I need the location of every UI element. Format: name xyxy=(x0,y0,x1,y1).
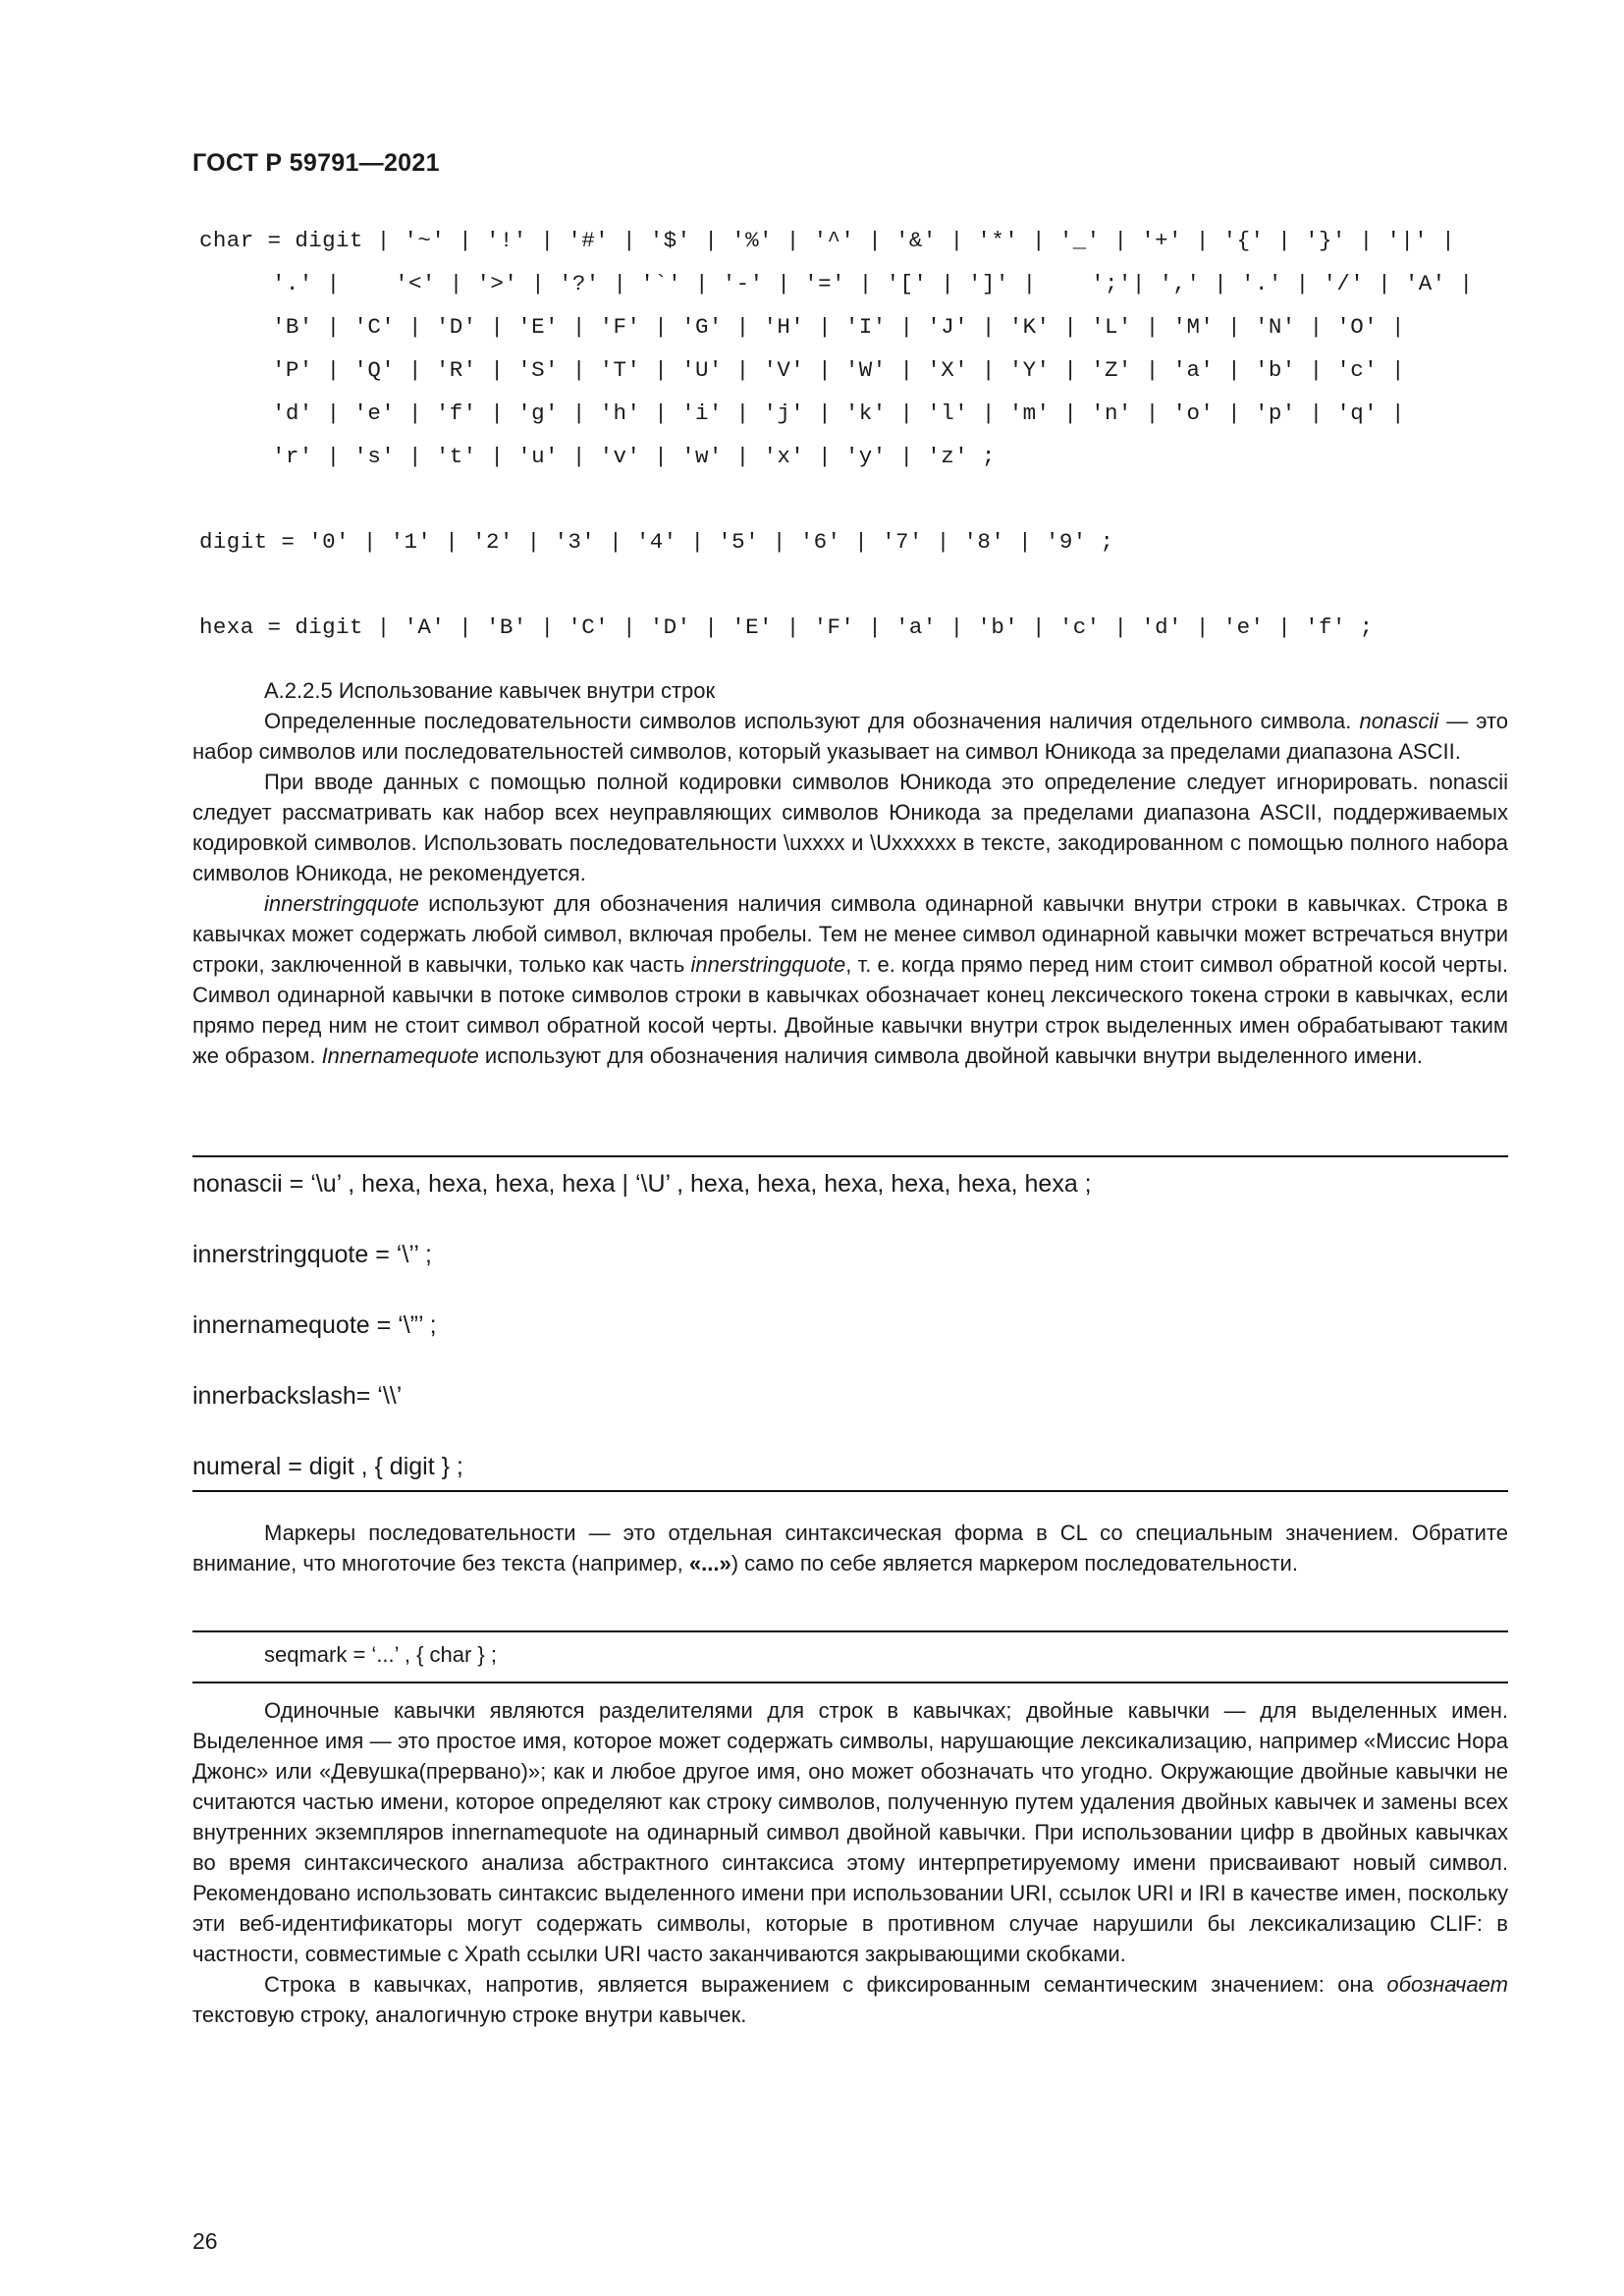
paragraph: Определенные последовательности символов используют для обозначения наличия отдельного символа. nonascii — это набор символов или последовательностей символов, который указывает на символ Юникода за пределами диапазона ASCII. xyxy=(192,709,1509,764)
code-line: 'P' | 'Q' | 'R' | 'S' | 'T' | 'U' | 'V' | 'W' | 'X' | 'Y' | 'Z' | 'a' | 'b' | 'c' | xyxy=(272,357,1405,383)
innerbackslash-rule: innerbackslash= ‘\\’ xyxy=(192,1382,403,1410)
divider xyxy=(192,1682,1508,1683)
section-a225 xyxy=(192,675,1508,1071)
paragraph: При вводе данных с помощью полной кодировки символов Юникода это определение следует игнорировать. nonascii следует рассматривать как набор всех неуправляющих символов Юникода за пределами диапазона ASCII, поддерживаемых кодировкой символов. Использовать последовательности \uxxxx и \Uxxxxxx в тексте, закодированном с помощью полного набора символов Юникода, не рекомендуется. xyxy=(192,770,1508,885)
seqmark-rule: seqmark = ‘...’ , { char } ; xyxy=(264,1642,498,1667)
paragraph: Строка в кавычках, напротив, является выражением с фиксированным семантическим значением: она обозначает текстовую строку, аналогичную строке внутри кавычек. xyxy=(192,1972,1508,2027)
innernamequote-rule: innernamequote = ‘\”’ ; xyxy=(192,1311,437,1339)
code-line: 'r' | 's' | 't' | 'u' | 'v' | 'w' | 'x' | 'y' | 'z' ; xyxy=(272,444,996,469)
divider xyxy=(192,1155,1508,1157)
divider xyxy=(192,1490,1508,1492)
page-number: 26 xyxy=(192,2228,218,2254)
code-line: char = digit | '~' | '!' | '#' | '$' | '%' | '^' | '&' | '*' | '_' | '+' | '{' | '}' | '|' | xyxy=(199,228,1456,253)
numeral-rule: numeral = digit , { digit } ; xyxy=(192,1453,463,1480)
nonascii-rule: nonascii = ‘\u’ , hexa, hexa, hexa, hexa | ‘\U’ , hexa, hexa, hexa, hexa, hexa, hexa ; xyxy=(192,1170,1092,1198)
paragraph: Маркеры последовательности — это отдельная синтаксическая форма в CL со специальным значением. Обратите внимание, что многоточие без текста (например, «...») само по себе является маркером последовательности. xyxy=(192,1521,1508,1575)
quotes-text xyxy=(192,1695,1508,2030)
code-line: '.' | '<' | '>' | '?' | '`' | '-' | '=' | '[' | ']' | ';'| ',' | '.' | '/' | 'A' | xyxy=(272,271,1474,296)
section-heading: A.2.2.5 Использование кавычек внутри строк xyxy=(264,678,716,703)
hexa-grammar-line: hexa = digit | 'A' | 'B' | 'C' | 'D' | 'E' | 'F' | 'a' | 'b' | 'c' | 'd' | 'e' | 'f' ; xyxy=(199,614,1374,640)
code-line: 'd' | 'e' | 'f' | 'g' | 'h' | 'i' | 'j' | 'k' | 'l' | 'm' | 'n' | 'o' | 'p' | 'q' | xyxy=(272,400,1405,426)
innerstringquote-rule: innerstringquote = ‘\’’ ; xyxy=(192,1241,432,1268)
code-line: 'B' | 'C' | 'D' | 'E' | 'F' | 'G' | 'H' | 'I' | 'J' | 'K' | 'L' | 'M' | 'N' | 'O' | xyxy=(272,314,1405,340)
paragraph: Одиночные кавычки являются разделителями для строк в кавычках; двойные кавычки — для выделенных имен. Выделенное имя — это простое имя, которое может содержать символы, нарушающие лексикализацию, например «Миссис Нора Джонс» или «Девушка(прервано)»; как и любое другое имя, оно может обозначать что угодно. Окружающие двойные кавычки не считаются частью имени, которое определяют как строку символов, полученную путем удаления двойных кавычек и замены всех внутренних экземпляров innernamequote на одинарный символ двойной кавычки. При использовании цифр в двойных кавычках во время синтаксического анализа абстрактного синтаксиса этому интерпретируемому имени присваивают новый символ. Рекомендовано использовать синтаксис выделенного имени при использовании URI, ссылок URI и IRI в качестве имен, поскольку эти веб-идентификаторы могут содержать символы, которые в противном случае нарушили бы лексикализацию CLIF: в частности, совместимые с Xpath ссылки URI часто заканчиваются закрывающими скобками. xyxy=(192,1698,1508,1966)
paragraph: innerstringquote используют для обозначения наличия символа одинарной кавычки внутри строки в кавычках. Строка в кавычках может содержать любой символ, включая пробелы. Тем не менее символ одинарной кавычки может встречаться внутри строки, заключенной в кавычки, только как часть innerstringquote, т. е. когда прямо перед ним стоит символ обратной косой черты. Символ одинарной кавычки в потоке символов строки в кавычках обозначает конец лексического токена строки в кавычках, если прямо перед ним не стоит символ обратной косой черты. Двойные кавычки внутри строк выделенных имен обрабатывают таким же образом. Innernamequote используют для обозначения наличия символа двойной кавычки внутри выделенного имени. xyxy=(192,891,1508,1068)
sequence-markers-text xyxy=(192,1518,1508,1578)
digit-grammar-line: digit = '0' | '1' | '2' | '3' | '4' | '5' | '6' | '7' | '8' | '9' ; xyxy=(199,529,1114,555)
divider xyxy=(192,1630,1508,1632)
document-header: ГОСТ Р 59791—2021 xyxy=(192,149,440,177)
